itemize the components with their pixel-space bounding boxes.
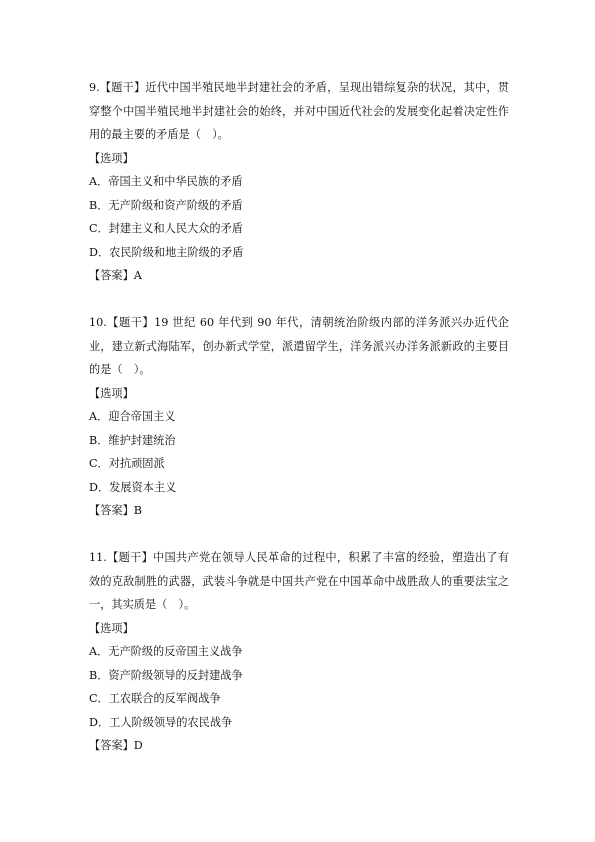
answer: 【答案】D bbox=[89, 739, 143, 752]
option-d: D．工人阶级领导的农民战争 bbox=[89, 715, 233, 729]
answer: 【答案】B bbox=[89, 504, 142, 517]
question-gap bbox=[89, 288, 509, 312]
option-b: B．维护封建统治 bbox=[89, 433, 176, 447]
option-c: C．对抗顽固派 bbox=[89, 457, 165, 470]
option-a: A．无产阶级的反帝国主义战争 bbox=[89, 645, 243, 658]
answer: 【答案】A bbox=[89, 269, 142, 282]
document-page bbox=[89, 76, 509, 758]
option-b: B．资产阶级领导的反封建战争 bbox=[89, 668, 243, 682]
question-gap bbox=[89, 523, 509, 547]
question-stem: 11.【题干】中国共产党在领导人民革命的过程中，积累了丰富的经验，塑造出了有效的克敌制胜的武器，武装斗争就是中国共产党在中国革命中战胜敌人的重要法宝之一，其实质是（ ）。 bbox=[89, 551, 509, 611]
option-b: B．无产阶级和资产阶级的矛盾 bbox=[89, 198, 243, 212]
option-d: D．发展资本主义 bbox=[89, 480, 177, 494]
option-a: A．帝国主义和中华民族的矛盾 bbox=[89, 175, 243, 188]
option-d: D．农民阶级和地主阶级的矛盾 bbox=[89, 245, 244, 259]
option-a: A．迎合帝国主义 bbox=[89, 410, 176, 423]
question-stem: 9.【题干】近代中国半殖民地半封建社会的矛盾，呈现出错综复杂的状况，其中，贯穿整个中国半殖民地半封建社会的始终，并对中国近代社会的发展变化起着决定性作用的最主要的矛盾是（ ）。 bbox=[89, 81, 509, 141]
option-c: C．封建主义和人民大众的矛盾 bbox=[89, 222, 243, 235]
question-stem: 10.【题干】19 世纪 60 年代到 90 年代，清朝统治阶级内部的洋务派兴办近代企业，建立新式海陆军，创办新式学堂，派遣留学生，洋务派兴办洋务派新政的主要目的是（ ）。 bbox=[89, 316, 509, 376]
options-heading: 【选项】 bbox=[89, 621, 134, 635]
options-heading: 【选项】 bbox=[89, 151, 134, 165]
question-9 bbox=[89, 76, 509, 288]
option-c: C．工农联合的反军阀战争 bbox=[89, 692, 221, 705]
question-11 bbox=[89, 546, 509, 758]
options-heading: 【选项】 bbox=[89, 386, 134, 400]
question-10 bbox=[89, 311, 509, 523]
